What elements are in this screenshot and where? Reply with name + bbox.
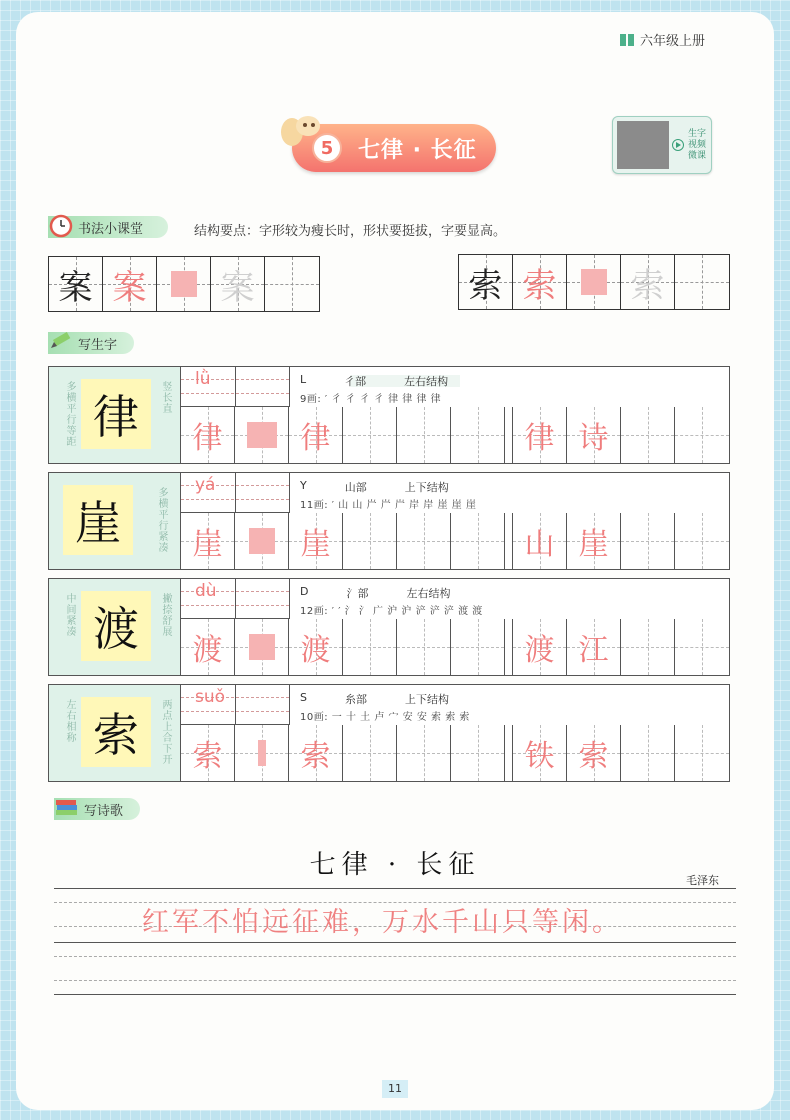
page-number: 11	[382, 1080, 408, 1098]
trace-char: 索	[181, 725, 235, 781]
poem-title: 七律 · 长征	[309, 850, 481, 880]
structure-tip: 结构要点：字形较为瘦长时，形状要挺拔，字要显高。	[194, 224, 507, 239]
practice-row	[181, 725, 729, 781]
practice-cell[interactable]	[343, 619, 397, 675]
practice-cell[interactable]	[621, 407, 675, 463]
char-info: L 彳部 左右结构 9画: ′ 彳 彳 彳 彳 律 律 律 律	[289, 367, 729, 407]
model-char: 渡	[81, 591, 151, 661]
practice-cell[interactable]	[621, 619, 675, 675]
lesson-title: 七律 · 长征	[358, 137, 477, 163]
practice-cell[interactable]	[397, 619, 451, 675]
word-char: 崖	[567, 513, 621, 569]
practice-cell[interactable]	[397, 513, 451, 569]
practice-cell[interactable]	[451, 407, 505, 463]
trace-char: 律	[289, 407, 343, 463]
trace-char: 索	[513, 255, 567, 309]
tip-left: 多横平行等距	[64, 381, 75, 447]
book-icon	[620, 34, 634, 46]
char-info: D 氵部 左右结构 12画: ′ ′ 氵 氵 广 沪 沪 浐 浐 浐 渡 渡	[289, 579, 729, 619]
mascot-icon	[278, 112, 324, 152]
char-block-du	[48, 578, 730, 676]
trace-char: 律	[181, 407, 235, 463]
pencil-icon	[48, 328, 74, 354]
trace-part	[235, 513, 289, 569]
char-info: S 糸部 上下结构 10画: 一 十 土 卢 宀 安 安 索 索 索	[289, 685, 729, 725]
trace-part	[235, 725, 289, 781]
practice-cell[interactable]	[621, 513, 675, 569]
trace-char: 崖	[181, 513, 235, 569]
alarm-clock-icon	[48, 212, 74, 238]
model-char: 索	[459, 255, 513, 309]
books-icon	[54, 794, 80, 820]
calligraphy-tab: 书法小课堂	[48, 216, 168, 238]
qr-code[interactable]	[617, 121, 669, 169]
model-char: 案	[49, 257, 103, 311]
trace-char: 渡	[181, 619, 235, 675]
practice-cell[interactable]	[343, 407, 397, 463]
trace-part	[235, 407, 289, 463]
word-char: 索	[567, 725, 621, 781]
word-char: 江	[567, 619, 621, 675]
practice-row	[181, 513, 729, 569]
poem-author: 毛泽东	[686, 874, 719, 887]
faint-char: 案	[211, 257, 265, 311]
practice-row	[181, 619, 729, 675]
trace-part	[235, 619, 289, 675]
practice-cell[interactable]	[621, 725, 675, 781]
tip-left: 左右相称	[64, 699, 75, 743]
trace-char: 渡	[289, 619, 343, 675]
poem-line: 红军不怕远征难，万水千山只等闲。	[142, 907, 622, 938]
video-lesson-card[interactable]: 生字 视频 微课	[612, 116, 712, 174]
writing-line[interactable]	[54, 994, 736, 995]
play-icon	[672, 139, 684, 151]
calligraphy-grid-1	[48, 256, 320, 312]
write-chars-tab: 写生字	[48, 332, 134, 354]
pinyin: yá	[195, 475, 216, 495]
trace-part	[567, 255, 621, 309]
pinyin: lǜ	[195, 369, 211, 389]
trace-char: 案	[103, 257, 157, 311]
word-char: 山	[513, 513, 567, 569]
char-block-suo	[48, 684, 730, 782]
practice-cell[interactable]	[675, 255, 729, 309]
model-char: 律	[81, 379, 151, 449]
word-char: 渡	[513, 619, 567, 675]
pinyin: dù	[195, 581, 217, 601]
model-char: 崖	[63, 485, 133, 555]
practice-row	[181, 407, 729, 463]
trace-part	[157, 257, 211, 311]
tip-right: 多横平行紧凑	[156, 487, 167, 553]
tip-right: 竖长直	[160, 381, 171, 414]
practice-cell[interactable]	[675, 513, 729, 569]
practice-cell[interactable]	[675, 407, 729, 463]
tip-left: 中间紧凑	[64, 593, 75, 637]
word-char: 诗	[567, 407, 621, 463]
practice-cell[interactable]	[397, 407, 451, 463]
char-block-lv	[48, 366, 730, 464]
word-char: 律	[513, 407, 567, 463]
tip-right: 两点上合下开	[160, 699, 171, 765]
practice-cell[interactable]	[343, 725, 397, 781]
calligraphy-grid-2	[458, 254, 730, 310]
practice-cell[interactable]	[675, 619, 729, 675]
practice-cell[interactable]	[675, 725, 729, 781]
practice-cell[interactable]	[265, 257, 319, 311]
faint-char: 索	[621, 255, 675, 309]
word-char: 铁	[513, 725, 567, 781]
model-char: 索	[81, 697, 151, 767]
lesson-number: 5	[312, 133, 342, 163]
practice-cell[interactable]	[397, 725, 451, 781]
char-block-ya	[48, 472, 730, 570]
practice-cell[interactable]	[451, 725, 505, 781]
tip-right: 撇捺舒展	[160, 593, 171, 637]
practice-cell[interactable]	[451, 513, 505, 569]
practice-cell[interactable]	[343, 513, 397, 569]
pinyin: suǒ	[195, 687, 226, 707]
trace-char: 索	[289, 725, 343, 781]
grade-label: 六年级上册	[620, 30, 705, 49]
practice-cell[interactable]	[451, 619, 505, 675]
write-poem-tab: 写诗歌	[54, 798, 140, 820]
char-info: Y 山部 上下结构 11画: ′ 山 山 屵 屵 屵 岸 岸 崖 崖 崖	[289, 473, 729, 513]
trace-char: 崖	[289, 513, 343, 569]
